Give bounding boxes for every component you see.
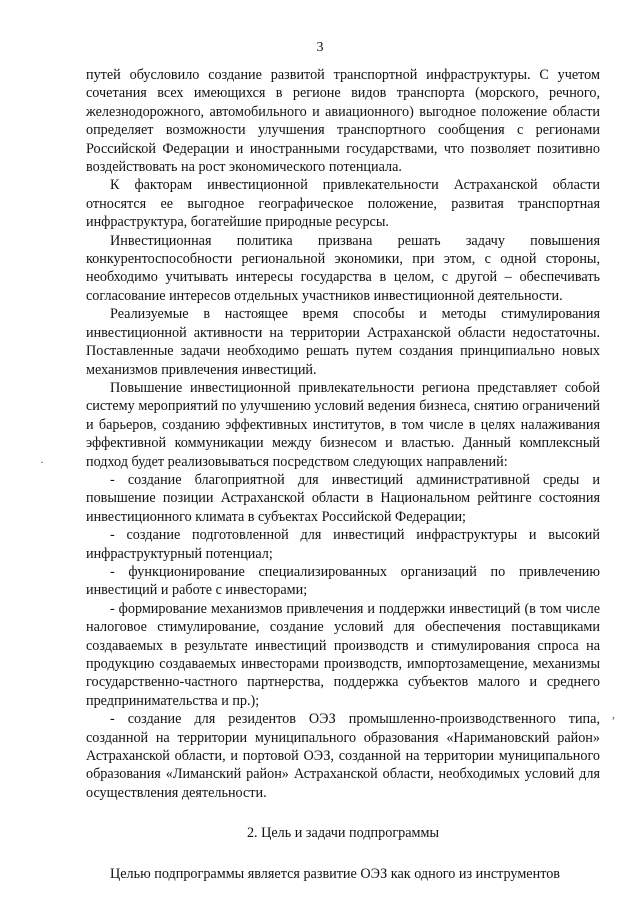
paragraph-methods: Реализуемые в настоящее время способы и методы стимулирования инвестиционной активности на территории Астраханской области недостаточны. Поставленные задачи необходимо решать путем создания принципиально новых механизмов привлечения инвестиций. [86, 306, 600, 378]
margin-mark-left: · [40, 455, 44, 469]
list-item-mechanisms: - формирование механизмов привлечения и поддержки инвестиций (в том числе налоговое стимулирование, создание условий для обеспечения поставщиками создаваемых в результате инвестиций производств и стимулирования спроса на продукцию создаваемых инвесторами производств, импортозамещение, механизмы государственно-частного партнерства, поддержка субъектов малого и среднего предпринимательства и пр.); [86, 600, 600, 709]
list-item-admin-environment: - создание благоприятной для инвестиций административной среды и повышение позиции Астраханской области в Национальном рейтинге состояния инвестиционного климата в субъектах Российской Федерации; [86, 471, 600, 525]
page-number: 3 [316, 40, 324, 55]
list-item-organizations: - функционирование специализированных организаций по привлечению инвестиций и работе с инвесторами; [86, 563, 600, 599]
list-item-infrastructure: - создание подготовленной для инвестиций инфраструктуры и высокий инфраструктурный потенциал; [86, 527, 600, 562]
margin-mark-right: , [612, 707, 615, 721]
body-text [86, 66, 600, 883]
section-heading: 2. Цель и задачи подпрограммы [246, 825, 440, 842]
paragraph-attractiveness: Повышение инвестиционной привлекательности региона представляет собой систему мероприятий по улучшению условий ведения бизнеса, снятию ограничений и барьеров, созданию эффективных институтов, в том числе в целях налаживания эффективной коммуникации между бизнесом и властью. Данный комплексный подход будет реализовываться посредством следующих направлений: [86, 379, 600, 470]
paragraph-transport: путей обусловило создание развитой транспортной инфраструктуры. С учетом сочетания всех имеющихся в регионе видов транспорта (морского, речного, железнодорожного, автомобильного и авиационного) выгодное положение области определяет возможности улучшения транспортного сообщения с регионами Российской Федерации и иностранными государствами, что позволяет позитивно воздействовать на рост экономического потенциала. [86, 67, 600, 176]
paragraph-factors: К факторам инвестиционной привлекательности Астраханской области относятся ее выгодное географическое положение, развитая транспортная инфраструктура, богатейшие природные ресурсы. [86, 177, 600, 231]
list-item-sez-residents: - создание для резидентов ОЭЗ промышленно-производственного типа, созданной на территории муниципального образования «Наримановский район» Астраханской области, и портовой ОЭЗ, созданной на территории муниципального образования «Лиманский район» Астраханской области, необходимых условий для осуществления деятельности. [86, 711, 600, 801]
paragraph-investment-policy: Инвестиционная политика призвана решать задачу повышения конкурентоспособности региональной экономики, при этом, с одной стороны, необходимо учитывать интересы государства в целом, с другой – обеспечивать согласование интересов отдельных участников инвестиционной деятельности. [86, 232, 600, 304]
paragraph-goal: Целью подпрограммы является развитие ОЭЗ как одного из инструментов [110, 865, 561, 882]
